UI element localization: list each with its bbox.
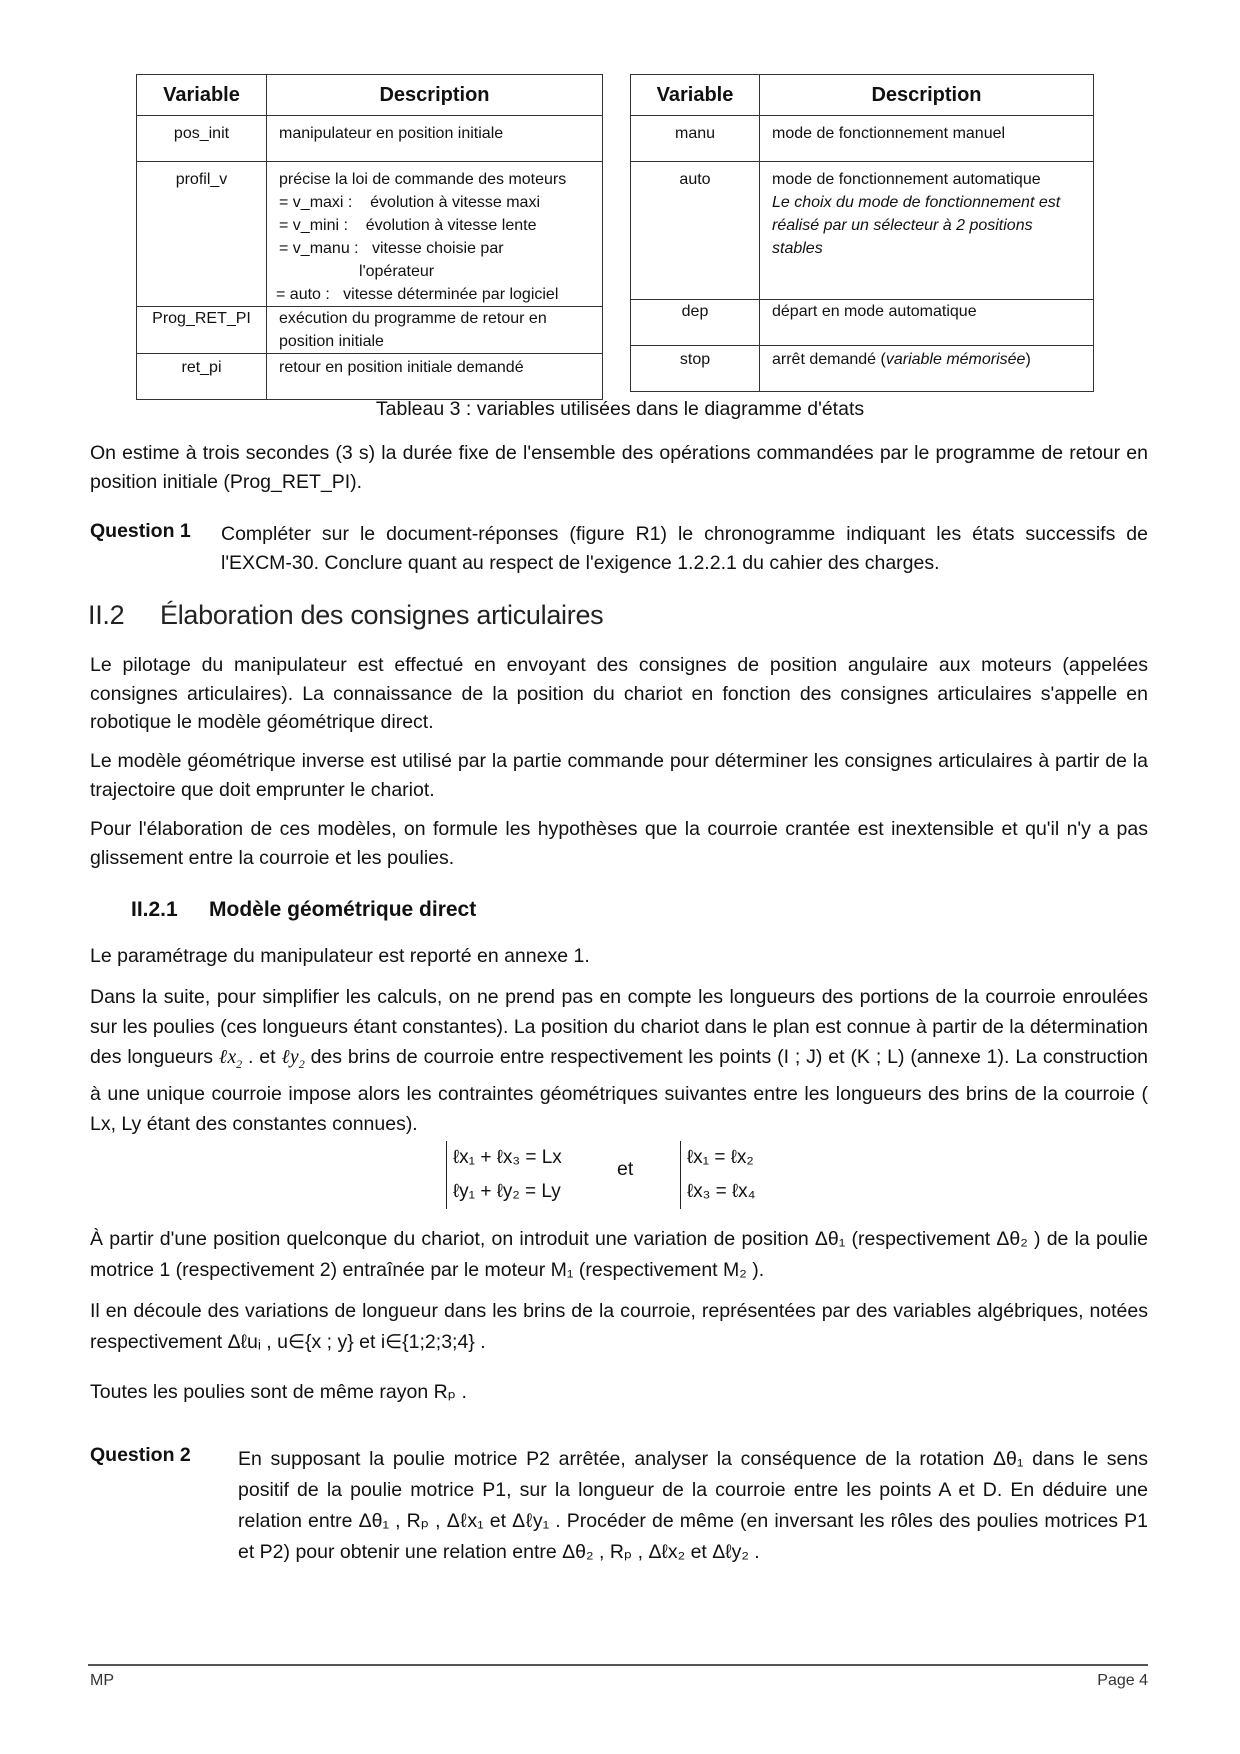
equation-line: ℓx₃ = ℓx₄: [687, 1181, 756, 1202]
desc-text: arrêt demandé (: [772, 351, 886, 368]
paragraph-inverse: Le modèle géométrique inverse est utilisé par la partie commande pour déterminer les consignes articulaires à partir de la trajectoire que doit emprunter le chariot.: [90, 750, 1148, 801]
section-heading: [88, 600, 603, 631]
desc-line: l'opérateur: [279, 263, 435, 280]
desc-line: = v_maxi : évolution à vitesse maxi: [279, 194, 540, 211]
var-ret-pi: ret_pi: [137, 354, 267, 400]
equation-line: ℓy₁ + ℓy₂ = Ly: [453, 1181, 561, 1202]
var-prog-ret-pi: Prog_RET_PI: [137, 307, 267, 354]
desc-stop: [760, 346, 1094, 392]
desc-line: = auto : vitesse déterminée par logiciel: [276, 286, 559, 303]
equation-line: ℓx₁ = ℓx₂: [687, 1147, 754, 1168]
var-stop: stop: [631, 346, 760, 392]
question-1-text: Compléter sur le document-réponses (figure R1) le chronogramme indiquant les états successifs de l'EXCM-30. Conclure quant au respect de l'exigence 1.2.2.1 du cahier des charges.: [221, 523, 1148, 574]
var-profil-v: profil_v: [137, 162, 267, 307]
desc-italic: variable mémorisée: [885, 351, 1026, 368]
math-subscript: 2: [236, 1056, 243, 1071]
desc-line: position initiale: [279, 333, 384, 350]
paragraph-suite: [90, 982, 1148, 1139]
var-pos-init: pos_init: [137, 116, 267, 162]
math-symbol: ℓx: [218, 1047, 237, 1068]
desc-auto: [760, 162, 1094, 300]
header-description: Description: [760, 75, 1094, 116]
desc-line: précise la loi de commande des moteurs: [279, 171, 567, 188]
paragraph-pilotage: Le pilotage du manipulateur est effectué en envoyant des consignes de position angulaire aux moteurs (appelées consignes articulaires). La connaissance de la position du chariot en fonction des consignes articulaires s'appelle en robotique le modèle géométrique direct.: [90, 654, 1148, 733]
header-variable: Variable: [631, 75, 760, 116]
section-title: Élaboration des consignes articulaires: [160, 600, 604, 630]
equation-connector: et: [617, 1158, 634, 1180]
subsection-title: Modèle géométrique direct: [209, 898, 477, 921]
section-number: II.2: [88, 600, 125, 630]
table-caption: Tableau 3 : variables utilisées dans le diagramme d'états: [375, 398, 865, 420]
footer-page-number: Page 4: [1097, 1672, 1148, 1689]
footer-left: MP: [90, 1672, 114, 1689]
header-variable: Variable: [137, 75, 267, 116]
var-dep: dep: [631, 300, 760, 346]
paragraph-duration: On estime à trois secondes (3 s) la durée fixe de l'ensemble des opérations commandées par le programme de retour en position initiale (Prog_RET_PI).: [90, 442, 1148, 493]
text-segment: Dans la suite, pour simplifier les calculs, on ne prend pas en compte les longueurs des portions de la courroie enroulées sur les poulies (ces longueurs étant constantes). La position du chariot dans le plan est connue à partir de la détermination des longueurs: [90, 986, 1148, 1068]
math-subscript: 2: [298, 1056, 305, 1071]
var-auto: auto: [631, 162, 760, 300]
variables-table-right: [630, 74, 1094, 392]
desc-line: = v_mini : évolution à vitesse lente: [279, 217, 537, 234]
text-segment: des brins de courroie entre respectivement les points (I ; J) et (K ; L) (annexe 1). La construction à une unique courroie impose alors les contraintes géométriques suivantes entre les longueurs des brins de la courroie ( Lx, Ly étant des constantes connues).: [90, 1046, 1149, 1135]
desc-prog-ret-pi: [267, 307, 603, 354]
desc-profil-v: [267, 162, 603, 307]
math-symbol: ℓy: [281, 1047, 299, 1068]
desc-line: mode de fonctionnement automatique: [772, 171, 1041, 188]
footer-divider: [88, 1664, 1148, 1666]
text-segment: . et: [242, 1046, 282, 1068]
question-1-label: Question 1: [90, 520, 191, 542]
paragraph-rayon: Toutes les poulies sont de même rayon Rₚ .: [90, 1381, 467, 1403]
desc-manu: mode de fonctionnement manuel: [760, 116, 1094, 162]
subsection-number: II.2.1: [131, 898, 178, 921]
question-2-label: Question 2: [90, 1444, 191, 1466]
variables-table-left: [136, 74, 603, 400]
equation-system-right: [680, 1141, 755, 1209]
desc-pos-init: manipulateur en position initiale: [267, 116, 603, 162]
var-manu: manu: [631, 116, 760, 162]
paragraph-decoule: Il en découle des variations de longueur dans les brins de la courroie, représentées par des variables algébriques, notées respectivement Δℓuᵢ , u∈{x ; y} et i∈{1;2;3;4} .: [90, 1300, 1148, 1353]
equation-line: ℓx₁ + ℓx₃ = Lx: [453, 1147, 562, 1168]
paragraph-parametrage: Le paramétrage du manipulateur est reporté en annexe 1.: [90, 945, 590, 967]
paragraph-hypotheses: Pour l'élaboration de ces modèles, on formule les hypothèses que la courroie crantée est inextensible et qu'il n'y a pas glissement entre la courroie et les poulies.: [90, 818, 1148, 869]
desc-ret-pi: retour en position initiale demandé: [267, 354, 603, 400]
desc-note: Le choix du mode de fonctionnement est réalisé par un sélecteur à 2 positions stables: [772, 194, 1061, 257]
paragraph-variation: À partir d'une position quelconque du chariot, on introduit une variation de position Δθ₁ (respectivement Δθ₂ ) de la poulie motrice 1 (respectivement 2) entraînée par le moteur M₁ (respectivement M₂ ).: [90, 1228, 1148, 1281]
header-description: Description: [267, 75, 603, 116]
desc-line: exécution du programme de retour en: [279, 310, 547, 327]
desc-dep: départ en mode automatique: [760, 300, 1094, 346]
question-2-text: En supposant la poulie motrice P2 arrêtée, analyser la conséquence de la rotation Δθ₁ dans le sens positif de la poulie motrice P1, sur la longueur de la courroie entre les points A et D. En déduire une relation entre Δθ₁ , Rₚ , Δℓx₁ et Δℓy₁ . Procéder de même (en inversant les rôles des poulies motrices P1 et P2) pour obtenir une relation entre Δθ₂ , Rₚ , Δℓx₂ et Δℓy₂ .: [238, 1448, 1148, 1563]
equation-system-left: [446, 1141, 562, 1209]
desc-line: = v_manu : vitesse choisie par: [279, 240, 504, 257]
math-lx2: [218, 1047, 243, 1071]
subsection-heading: [131, 898, 476, 922]
math-ly2: [281, 1047, 305, 1071]
desc-text-end: ): [1025, 351, 1031, 368]
